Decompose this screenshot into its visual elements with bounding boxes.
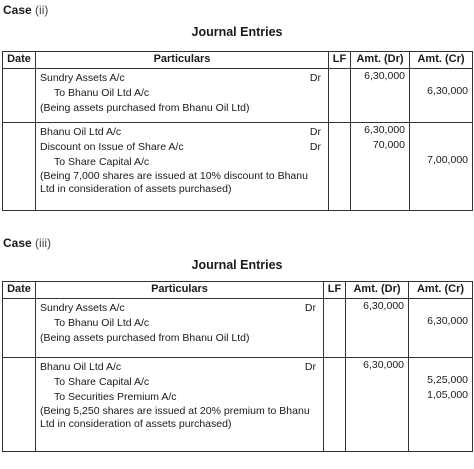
lf-cell (324, 358, 346, 452)
case-label: Case (3, 3, 32, 17)
journal-entry-row (3, 299, 473, 358)
lf-cell (329, 123, 351, 211)
date-cell (3, 123, 36, 211)
journal-entry-row (3, 358, 473, 452)
case-ii-heading (3, 3, 48, 17)
credit-account: To Share Capital A/c (54, 376, 150, 388)
journal-entry-row (3, 69, 473, 123)
dr-marker: Dr (309, 126, 321, 138)
date-cell (3, 69, 36, 123)
amt-cr-cell (410, 123, 473, 211)
debit-account: Sundry Assets A/c (40, 302, 125, 314)
amt-dr-cell (351, 69, 410, 123)
dr-marker: Dr (309, 72, 321, 84)
narration: (Being 7,000 shares are issued at 10% discount to Bhanu Ltd in consideration of assets purchased) (40, 170, 308, 195)
journal-entry-row (3, 123, 473, 211)
debit-account: Discount on Issue of Share A/c (40, 141, 184, 153)
header-date: Date (3, 52, 36, 69)
table-header-row (3, 52, 473, 69)
journal-table-ii (2, 51, 473, 211)
case-number: (ii) (35, 3, 49, 17)
amt-dr-cell (346, 299, 409, 358)
amount-cr: 7,00,000 (427, 154, 468, 166)
credit-account: To Bhanu Oil Ltd A/c (54, 87, 150, 99)
amount-cr: 5,25,000 (427, 374, 468, 386)
debit-account: Bhanu Oil Ltd A/c (40, 361, 122, 373)
journal-title-iii: Journal Entries (191, 258, 283, 272)
date-cell (3, 358, 36, 452)
table-header-row (3, 282, 473, 299)
debit-account: Bhanu Oil Ltd A/c (40, 126, 122, 138)
header-amt-cr: Amt. (Cr) (409, 282, 473, 299)
header-amt-dr: Amt. (Dr) (346, 282, 409, 299)
narration: (Being assets purchased from Bhanu Oil Ltd) (40, 332, 250, 344)
amount-dr: 6,30,000 (364, 124, 405, 136)
amt-cr-cell (410, 69, 473, 123)
case-number: (iii) (35, 236, 52, 250)
amt-cr-cell (409, 299, 473, 358)
amt-dr-cell (351, 123, 410, 211)
credit-account: To Share Capital A/c (54, 156, 150, 168)
header-lf: LF (324, 282, 346, 299)
narration: (Being assets purchased from Bhanu Oil Ltd) (40, 102, 250, 114)
narration: (Being 5,250 shares are issued at 20% premium to Bhanu Ltd in consideration of assets purchased) (40, 405, 310, 430)
amount-dr: 6,30,000 (363, 359, 404, 371)
case-label: Case (3, 236, 32, 250)
particulars-cell (36, 299, 324, 358)
amt-cr-cell (409, 358, 473, 452)
particulars-cell (36, 358, 324, 452)
amount-cr: 1,05,000 (427, 389, 468, 401)
amount-cr: 6,30,000 (427, 85, 468, 97)
header-date: Date (3, 282, 36, 299)
amount-dr: 6,30,000 (363, 300, 404, 312)
amount-cr: 6,30,000 (427, 315, 468, 327)
dr-marker: Dr (309, 141, 321, 153)
header-lf: LF (329, 52, 351, 69)
lf-cell (329, 69, 351, 123)
particulars-cell (36, 123, 329, 211)
amount-dr: 70,000 (372, 139, 405, 151)
credit-account: To Bhanu Oil Ltd A/c (54, 317, 150, 329)
particulars-cell (36, 69, 329, 123)
amt-dr-cell (346, 358, 409, 452)
debit-account: Sundry Assets A/c (40, 72, 125, 84)
journal-title-ii: Journal Entries (191, 25, 283, 39)
credit-account: To Securities Premium A/c (54, 391, 177, 403)
header-particulars: Particulars (36, 52, 329, 69)
header-amt-cr: Amt. (Cr) (410, 52, 473, 69)
header-amt-dr: Amt. (Dr) (351, 52, 410, 69)
amount-dr: 6,30,000 (364, 70, 405, 82)
dr-marker: Dr (304, 302, 316, 314)
case-iii-heading (3, 236, 51, 250)
date-cell (3, 299, 36, 358)
lf-cell (324, 299, 346, 358)
dr-marker: Dr (304, 361, 316, 373)
journal-table-iii (2, 281, 473, 452)
header-particulars: Particulars (36, 282, 324, 299)
